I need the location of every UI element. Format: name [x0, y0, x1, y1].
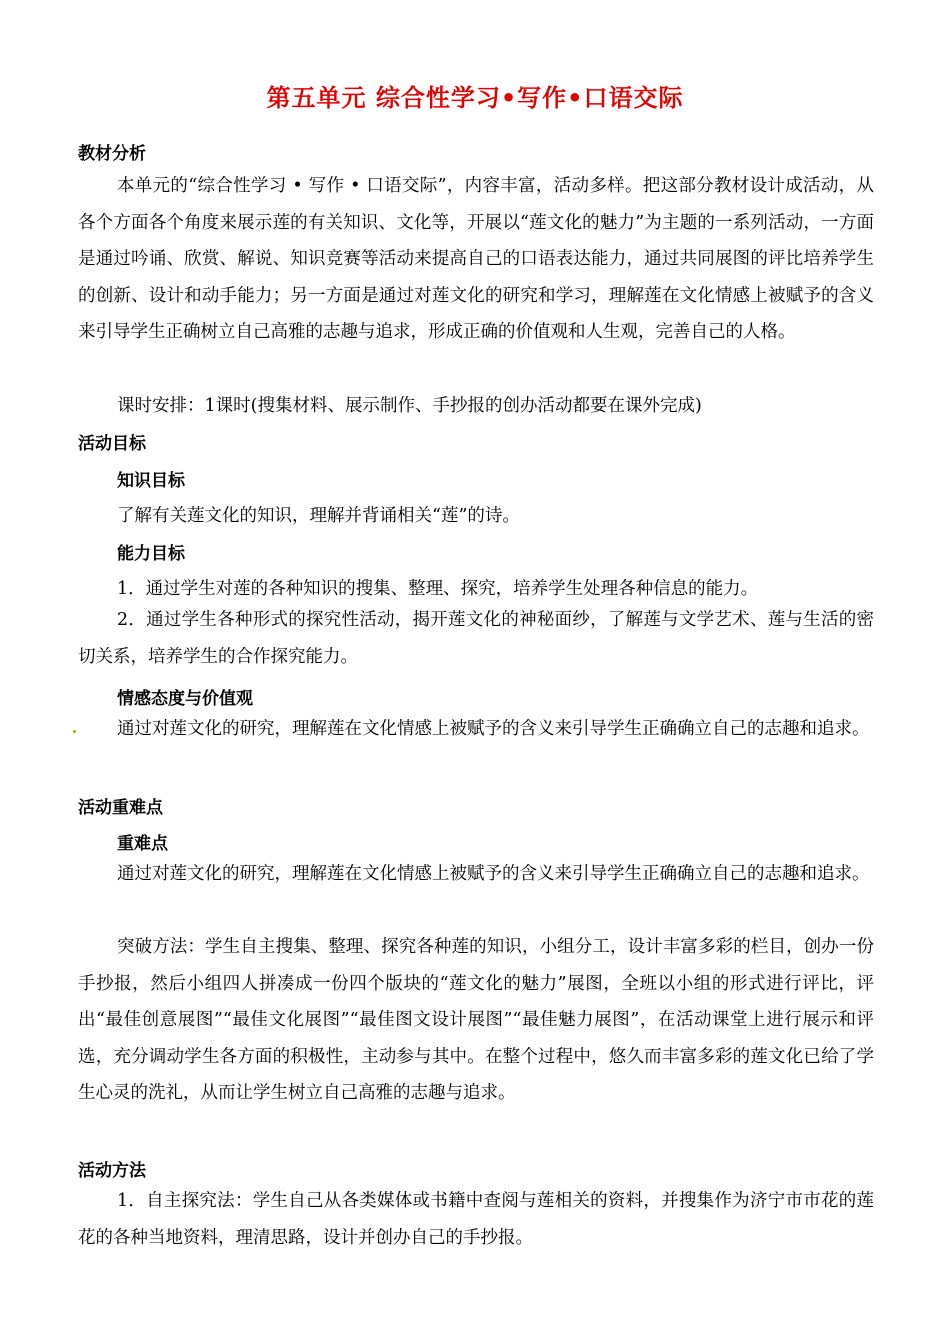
heading-methods: 活动方法 — [78, 1161, 146, 1181]
stray-mark — [73, 730, 76, 733]
heading-knowledge: 知识目标 — [117, 471, 185, 491]
schedule-text: 课时安排：1课时(搜集材料、展示制作、手抄报的创办活动都要在课外完成) — [117, 396, 702, 416]
difficulty-text: 通过对莲文化的研究，理解莲在文化情感上被赋予的含义来引导学生正确确立自己的志趣和追求。 — [117, 864, 870, 884]
heading-goals: 活动目标 — [78, 434, 146, 454]
breakthrough-method: 突破方法：学生自主搜集、整理、探究各种莲的知识，小组分工，设计丰富多彩的栏目，创办一份手抄报，然后小组四人拼凑成一份四个版块的“莲文化的魅力”展图，全班以小组的形式进行评比，评出“最佳创意展图”“最佳文化展图”“最佳图文设计展图”“最佳魅力展图”，在活动课堂上进行展示和评选，充分调动学生各方面的积极性，主动参与其中。在整个过程中，悠久而丰富多彩的莲文化已给了学生心灵的洗礼，从而让学生树立自己高雅的志趣与追求。 — [78, 937, 874, 1103]
heading-emotion: 情感态度与价值观 — [117, 689, 253, 709]
knowledge-text: 了解有关莲文化的知识，理解并背诵相关“莲”的诗。 — [117, 506, 520, 526]
document-title: 第五单元 综合性学习•写作•口语交际 — [266, 84, 684, 112]
heading-difficulty: 活动重难点 — [78, 798, 163, 818]
analysis-paragraph: 本单元的“综合性学习 • 写作 • 口语交际”，内容丰富，活动多样。把这部分教材设计成活动，从各个方面各个角度来展示莲的有关知识、文化等，开展以“莲文化的魅力”为主题的一系列活动，一方面是通过吟诵、欣赏、解说、知识竞赛等活动来提高自己的口语表达能力，通过共同展图的评比培养学生的创新、设计和动手能力；另一方面是通过对莲文化的研究和学习，理解莲在文化情感上被赋予的含义来引导学生正确树立自己高雅的志趣与追求，形成正确的价值观和人生观，完善自己的人格。 — [78, 176, 874, 342]
method-item-1: 1．自主探究法：学生自己从各类媒体或书籍中查阅与莲相关的资料，并搜集作为济宁市市花的莲花的各种当地资料，理清思路，设计并创办自己的手抄报。 — [78, 1191, 874, 1248]
ability-item-1: 1．通过学生对莲的各种知识的搜集、整理、探究，培养学生处理各种信息的能力。 — [117, 579, 759, 599]
heading-difficulty-sub: 重难点 — [117, 834, 168, 854]
emotion-text: 通过对莲文化的研究，理解莲在文化情感上被赋予的含义来引导学生正确确立自己的志趣和追求。 — [117, 719, 870, 739]
heading-ability: 能力目标 — [117, 544, 185, 564]
ability-item-2: 2．通过学生各种形式的探究性活动，揭开莲文化的神秘面纱，了解莲与文学艺术、莲与生活的密切关系，培养学生的合作探究能力。 — [78, 610, 874, 667]
heading-analysis: 教材分析 — [78, 144, 146, 164]
